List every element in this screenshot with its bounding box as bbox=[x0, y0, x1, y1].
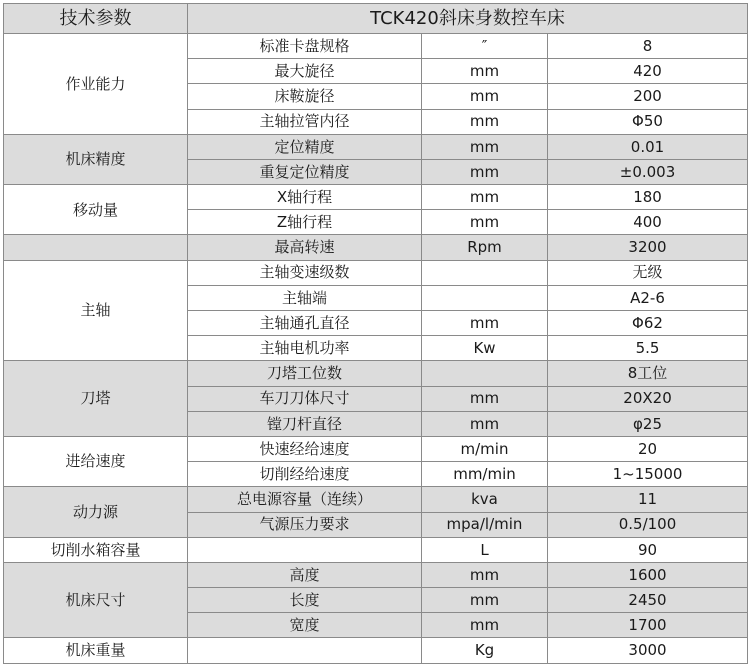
group-label: 机床尺寸 bbox=[4, 562, 188, 638]
unit-cell bbox=[422, 285, 548, 310]
group-label: 移动量 bbox=[4, 185, 188, 235]
value-cell: 90 bbox=[548, 537, 748, 562]
value-cell: 11 bbox=[548, 487, 748, 512]
value-cell: 1700 bbox=[548, 613, 748, 638]
item-cell bbox=[188, 537, 422, 562]
value-cell: 20X20 bbox=[548, 386, 748, 411]
item-cell: 主轴拉管内径 bbox=[188, 109, 422, 134]
table-row bbox=[4, 487, 748, 512]
unit-cell: kva bbox=[422, 487, 548, 512]
item-cell: Z轴行程 bbox=[188, 210, 422, 235]
table-row bbox=[4, 638, 748, 664]
item-cell: 快速经给速度 bbox=[188, 436, 422, 461]
item-cell: 刀塔工位数 bbox=[188, 361, 422, 386]
value-cell: φ25 bbox=[548, 411, 748, 436]
group-label: 主轴 bbox=[4, 260, 188, 361]
unit-cell: m/min bbox=[422, 436, 548, 461]
item-cell: 主轴通孔直径 bbox=[188, 311, 422, 336]
value-cell: 5.5 bbox=[548, 336, 748, 361]
item-cell: 最高转速 bbox=[188, 235, 422, 260]
value-cell: 1600 bbox=[548, 562, 748, 587]
group-label: 动力源 bbox=[4, 487, 188, 537]
item-cell: 车刀刀体尺寸 bbox=[188, 386, 422, 411]
group-label: 切削水箱容量 bbox=[4, 537, 188, 562]
table-row bbox=[4, 361, 748, 386]
item-cell: 重复定位精度 bbox=[188, 159, 422, 184]
table-row bbox=[4, 436, 748, 461]
unit-cell: mm bbox=[422, 311, 548, 336]
item-cell: 主轴变速级数 bbox=[188, 260, 422, 285]
table-row bbox=[4, 185, 748, 210]
machine-title: TCK420斜床身数控车床 bbox=[188, 4, 748, 34]
value-cell: Φ62 bbox=[548, 311, 748, 336]
value-cell: 无级 bbox=[548, 260, 748, 285]
unit-cell bbox=[422, 361, 548, 386]
group-label: 机床精度 bbox=[4, 134, 188, 184]
value-cell: 20 bbox=[548, 436, 748, 461]
unit-cell: ″ bbox=[422, 33, 548, 58]
unit-cell: mm bbox=[422, 134, 548, 159]
param-header: 技术参数 bbox=[4, 4, 188, 34]
item-cell: 最大旋径 bbox=[188, 59, 422, 84]
value-cell: A2-6 bbox=[548, 285, 748, 310]
item-cell: 总电源容量（连续） bbox=[188, 487, 422, 512]
unit-cell: mm bbox=[422, 613, 548, 638]
unit-cell: mm bbox=[422, 562, 548, 587]
unit-cell: mm bbox=[422, 411, 548, 436]
unit-cell: mm bbox=[422, 59, 548, 84]
table-row bbox=[4, 134, 748, 159]
item-cell: 定位精度 bbox=[188, 134, 422, 159]
value-cell: 8工位 bbox=[548, 361, 748, 386]
unit-cell: mm bbox=[422, 159, 548, 184]
group-label: 作业能力 bbox=[4, 33, 188, 134]
value-cell: 0.5/100 bbox=[548, 512, 748, 537]
item-cell: X轴行程 bbox=[188, 185, 422, 210]
table-row bbox=[4, 562, 748, 587]
table-row bbox=[4, 537, 748, 562]
value-cell: 420 bbox=[548, 59, 748, 84]
item-cell: 长度 bbox=[188, 588, 422, 613]
value-cell: 3000 bbox=[548, 638, 748, 664]
item-cell: 切削经给速度 bbox=[188, 462, 422, 487]
group-label: 刀塔 bbox=[4, 361, 188, 437]
unit-cell: mm bbox=[422, 588, 548, 613]
group-label bbox=[4, 235, 188, 260]
unit-cell: mm bbox=[422, 109, 548, 134]
item-cell: 宽度 bbox=[188, 613, 422, 638]
value-cell: 200 bbox=[548, 84, 748, 109]
item-cell: 高度 bbox=[188, 562, 422, 587]
unit-cell: mm bbox=[422, 185, 548, 210]
item-cell: 主轴端 bbox=[188, 285, 422, 310]
spec-table bbox=[3, 3, 748, 664]
value-cell: 3200 bbox=[548, 235, 748, 260]
item-cell: 气源压力要求 bbox=[188, 512, 422, 537]
table-header-row bbox=[4, 4, 748, 34]
value-cell: 0.01 bbox=[548, 134, 748, 159]
unit-cell bbox=[422, 260, 548, 285]
value-cell: 8 bbox=[548, 33, 748, 58]
group-label: 进给速度 bbox=[4, 436, 188, 486]
unit-cell: mm/min bbox=[422, 462, 548, 487]
table-row bbox=[4, 260, 748, 285]
value-cell: 400 bbox=[548, 210, 748, 235]
table-row bbox=[4, 235, 748, 260]
unit-cell: Kw bbox=[422, 336, 548, 361]
unit-cell: L bbox=[422, 537, 548, 562]
item-cell: 主轴电机功率 bbox=[188, 336, 422, 361]
value-cell: 180 bbox=[548, 185, 748, 210]
unit-cell: mpa/l/min bbox=[422, 512, 548, 537]
unit-cell: Kg bbox=[422, 638, 548, 664]
unit-cell: Rpm bbox=[422, 235, 548, 260]
unit-cell: mm bbox=[422, 84, 548, 109]
value-cell: Φ50 bbox=[548, 109, 748, 134]
item-cell: 标准卡盘规格 bbox=[188, 33, 422, 58]
unit-cell: mm bbox=[422, 386, 548, 411]
item-cell: 镗刀杆直径 bbox=[188, 411, 422, 436]
value-cell: 2450 bbox=[548, 588, 748, 613]
group-label: 机床重量 bbox=[4, 638, 188, 664]
value-cell: 1~15000 bbox=[548, 462, 748, 487]
item-cell bbox=[188, 638, 422, 664]
value-cell: ±0.003 bbox=[548, 159, 748, 184]
unit-cell: mm bbox=[422, 210, 548, 235]
item-cell: 床鞍旋径 bbox=[188, 84, 422, 109]
table-row bbox=[4, 33, 748, 58]
